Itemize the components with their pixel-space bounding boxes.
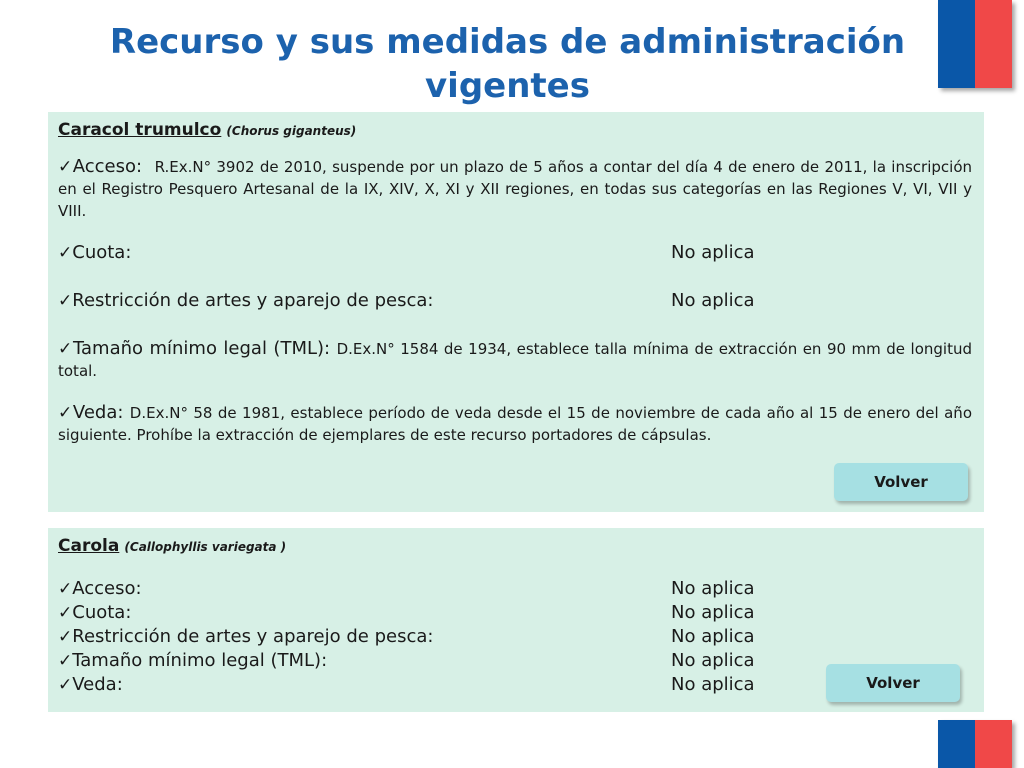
item-label: Veda: <box>72 674 123 695</box>
cuota-item <box>58 242 972 264</box>
check-icon: ✓ <box>58 243 73 263</box>
check-icon: ✓ <box>58 157 73 177</box>
flag-red-stripe <box>975 720 1012 768</box>
item-label: Restricción de artes y aparejo de pesca: <box>72 626 434 647</box>
cuota-value: No aplica <box>671 242 755 263</box>
check-icon: ✓ <box>58 339 73 359</box>
flag-blue-stripe <box>938 720 975 768</box>
volver-button[interactable]: Volver <box>826 664 960 702</box>
restriccion-item <box>58 290 972 312</box>
restriccion-label: Restricción de artes y aparejo de pesca: <box>72 290 434 311</box>
acceso-label: Acceso: <box>72 156 143 177</box>
item-label: Acceso: <box>72 578 142 599</box>
item-value: No aplica <box>671 602 755 623</box>
list-item <box>58 602 972 624</box>
list-item <box>58 578 972 600</box>
flag-logo-bottom <box>938 720 1012 768</box>
species-common-name: Caracol trumulco <box>58 120 222 140</box>
veda-item <box>58 402 972 446</box>
tml-item <box>58 338 972 382</box>
check-icon: ✓ <box>58 603 73 623</box>
species-common-name: Carola <box>58 536 120 556</box>
species-scientific-name: (Chorus giganteus) <box>226 124 357 138</box>
item-value: No aplica <box>671 626 755 647</box>
item-label: Cuota: <box>72 602 132 623</box>
resource-panel-caracol <box>48 112 984 512</box>
check-icon: ✓ <box>58 675 73 695</box>
check-icon: ✓ <box>58 651 73 671</box>
check-icon: ✓ <box>58 579 73 599</box>
item-value: No aplica <box>671 578 755 599</box>
check-icon: ✓ <box>58 291 73 311</box>
veda-text: D.Ex.N° 58 de 1981, establece período de veda desde el 15 de noviembre de cada año al 15 de enero del año siguiente. Prohíbe la extracción de ejemplares de este recurso portadores de cápsulas. <box>58 404 972 444</box>
item-value: No aplica <box>671 650 755 671</box>
check-icon: ✓ <box>58 627 73 647</box>
volver-button[interactable]: Volver <box>834 463 968 501</box>
tml-label: Tamaño mínimo legal (TML): <box>72 338 331 359</box>
acceso-item <box>58 156 972 222</box>
page-title: Recurso y sus medidas de administración vigentes <box>109 22 906 106</box>
veda-label: Veda: <box>72 402 124 423</box>
restriccion-value: No aplica <box>671 290 755 311</box>
tml-text: D.Ex.N° 1584 de 1934, establece talla mínima de extracción en 90 mm de longitud total. <box>58 340 972 380</box>
flag-red-stripe <box>975 0 1012 88</box>
item-label: Tamaño mínimo legal (TML): <box>72 650 328 671</box>
list-item <box>58 626 972 648</box>
item-value: No aplica <box>671 674 755 695</box>
species-header <box>58 534 972 558</box>
acceso-text: R.Ex.N° 3902 de 2010, suspende por un plazo de 5 años a contar del día 4 de enero de 2011, la inscripción en el Registro Pesquero Artesanal de la IX, XIV, X, XI y XII regiones, en todas sus categorías en las Regiones V, VI, VII y VIII. <box>58 158 973 220</box>
species-scientific-name: (Callophyllis variegata ) <box>124 540 287 554</box>
cuota-label: Cuota: <box>72 242 132 263</box>
check-icon: ✓ <box>58 403 73 423</box>
species-header <box>58 118 972 142</box>
